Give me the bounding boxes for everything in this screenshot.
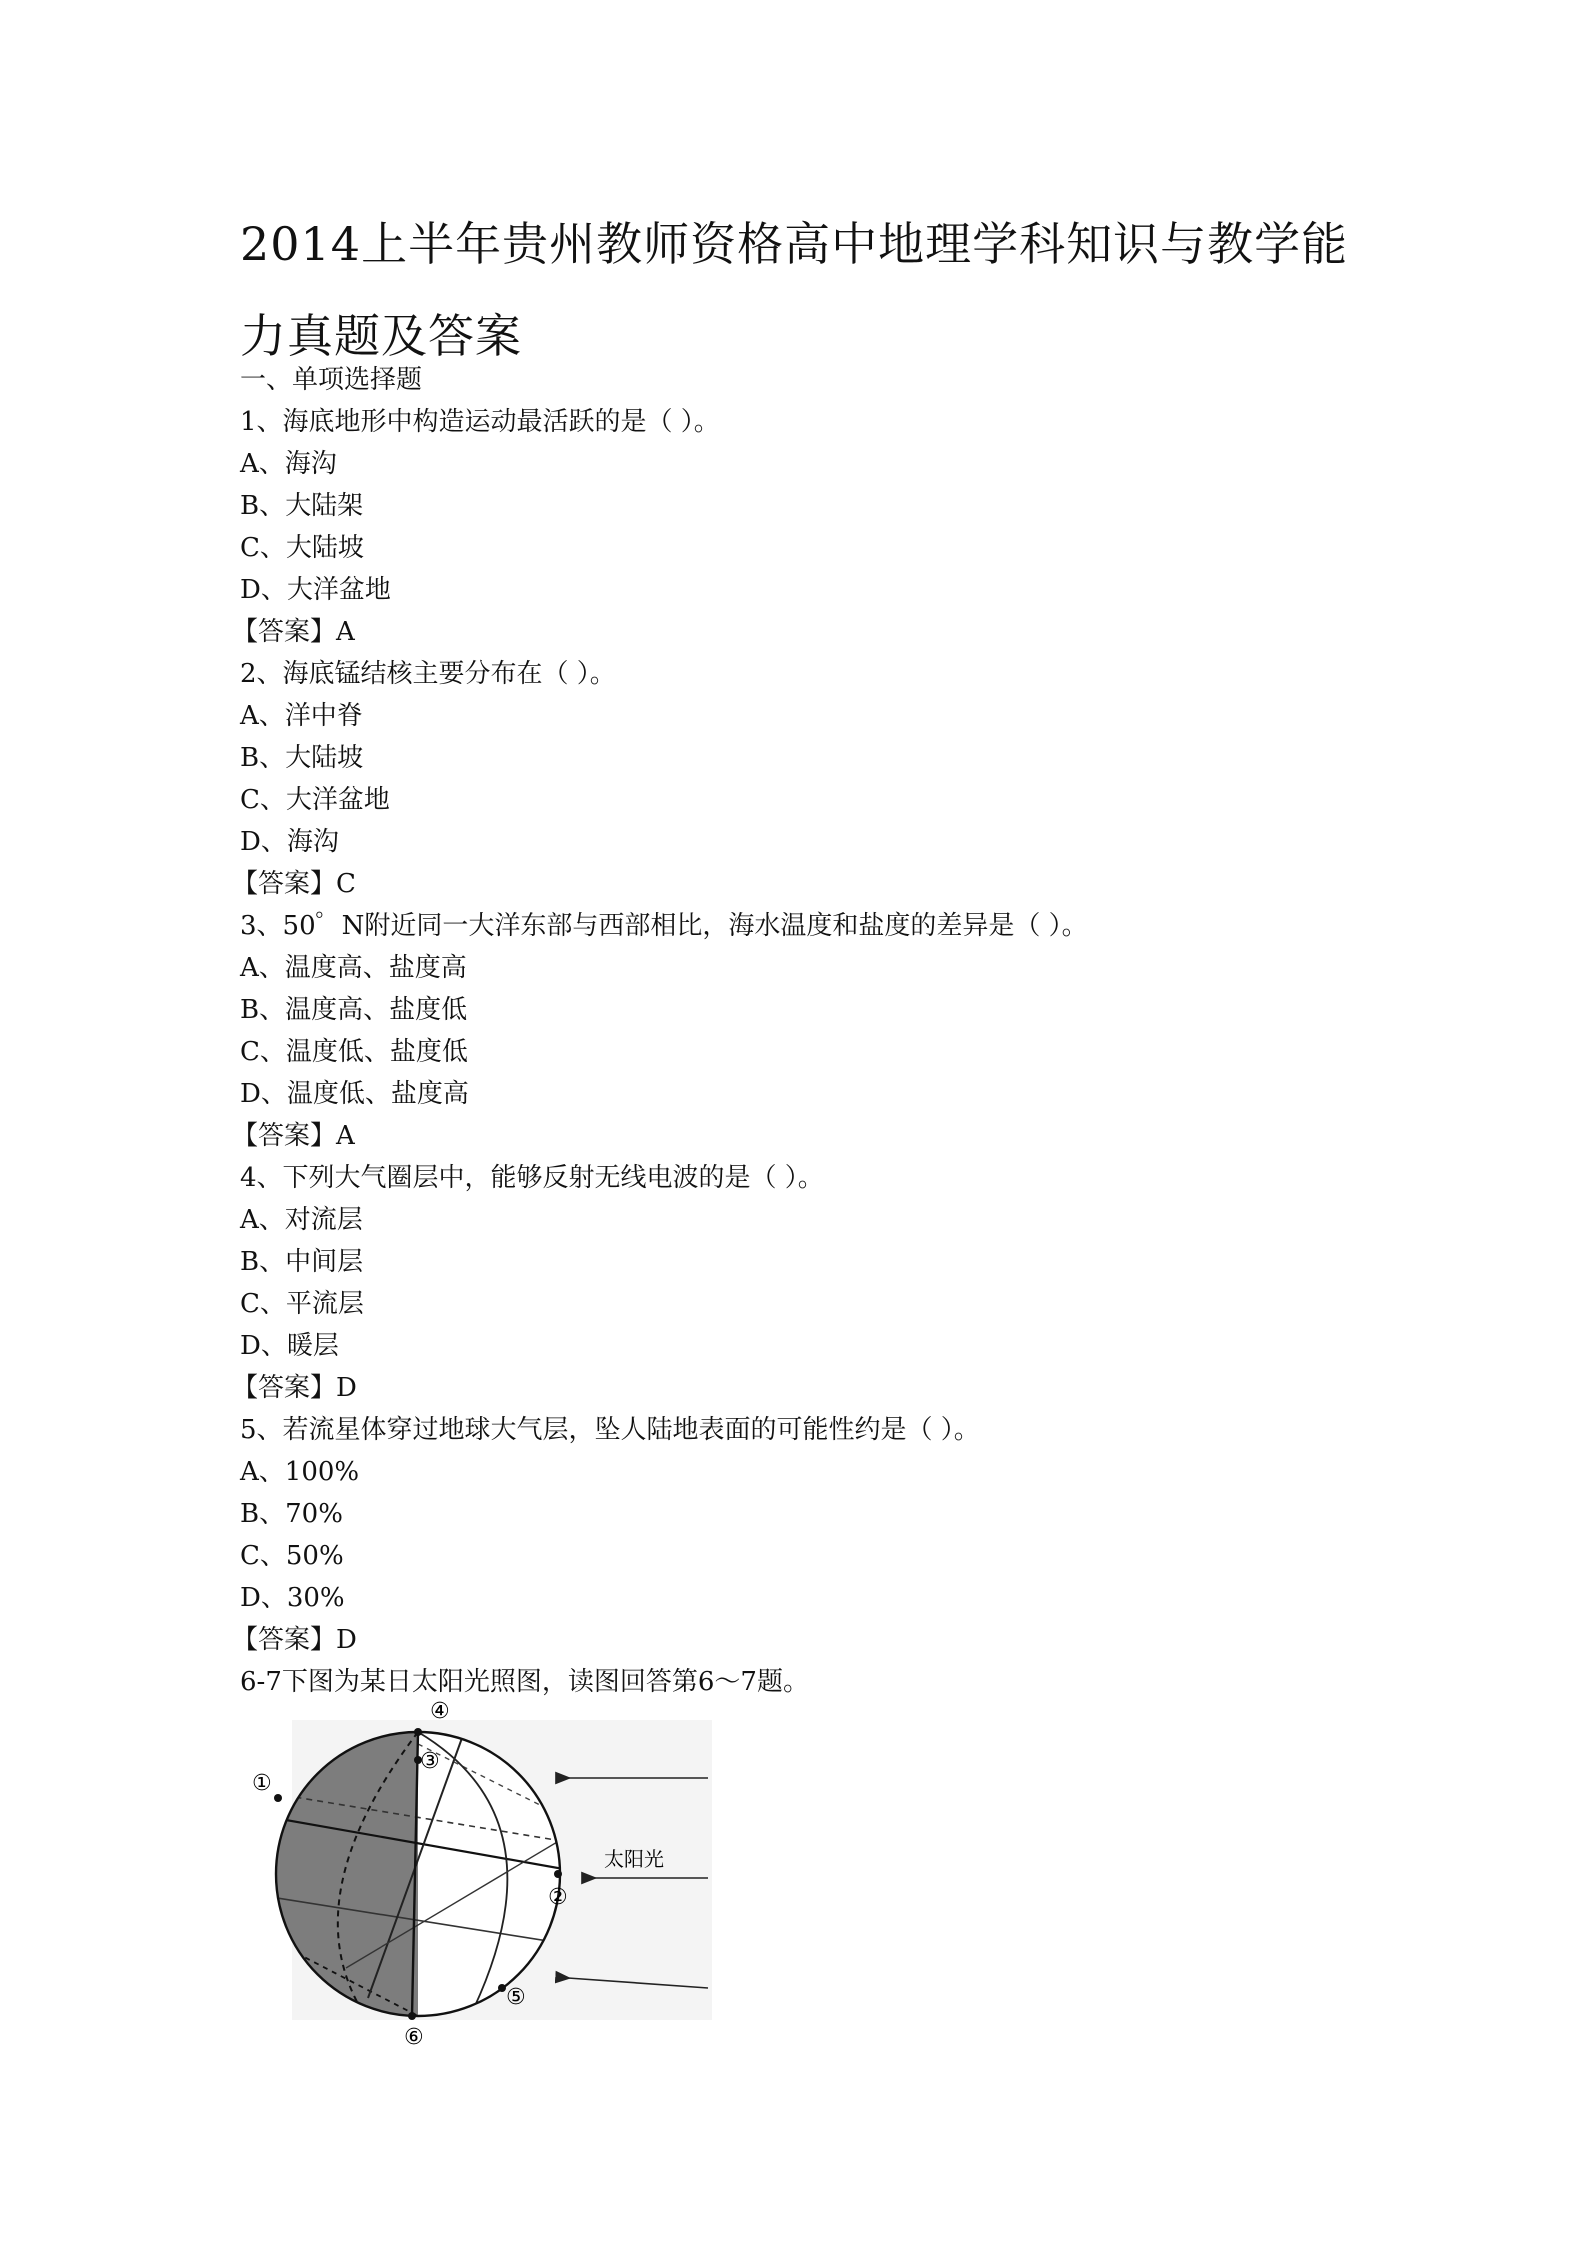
- marker-dot: [408, 2012, 416, 2020]
- question-option: C、大洋盆地: [240, 785, 390, 815]
- question-option: D、大洋盆地: [240, 575, 391, 605]
- question-option: D、海沟: [240, 827, 339, 857]
- question-option: A、100%: [240, 1457, 360, 1487]
- question-stem: 1、海底地形中构造运动最活跃的是（ ）。: [240, 407, 720, 437]
- question-option: B、中间层: [240, 1247, 364, 1277]
- marker-1-label: ①: [252, 1771, 272, 1796]
- question-option: D、温度低、盐度高: [240, 1079, 469, 1109]
- sunlight-label: 太阳光: [604, 1847, 664, 1871]
- question-answer: 【答案】C: [232, 869, 356, 899]
- question-option: B、70%: [240, 1499, 343, 1529]
- document-body: [232, 359, 1340, 1703]
- question-option: A、温度高、盐度高: [240, 953, 467, 983]
- marker-dot: [414, 1728, 422, 1736]
- question-option: A、对流层: [240, 1205, 363, 1235]
- marker-dot: [554, 1870, 562, 1878]
- marker-dot: [498, 1984, 506, 1992]
- question-option: B、大陆架: [240, 491, 364, 521]
- question-option: A、海沟: [240, 449, 337, 479]
- marker-5-label: ⑤: [506, 1985, 526, 2010]
- question-option: B、大陆坡: [240, 743, 364, 773]
- question-stem: 2、海底锰结核主要分布在（ ）。: [240, 659, 616, 689]
- marker-2-label: ②: [548, 1885, 568, 1910]
- question-option: B、温度高、盐度低: [240, 995, 468, 1025]
- question-option: D、30%: [240, 1583, 345, 1613]
- question-stem: 5、若流星体穿过地球大气层，坠人陆地表面的可能性约是（ ）。: [240, 1415, 980, 1445]
- question-option: D、暖层: [240, 1331, 339, 1361]
- marker-4-label: ④: [430, 1699, 450, 1724]
- question-option: C、50%: [240, 1541, 344, 1571]
- question-option: A、洋中脊: [240, 701, 363, 731]
- figure-intro: 6-7下图为某日太阳光照图，读图回答第6～7题。: [240, 1667, 809, 1697]
- question-option: C、大陆坡: [240, 533, 364, 563]
- question-answer: 【答案】D: [232, 1373, 357, 1403]
- section-heading: 一、单项选择题: [240, 365, 423, 395]
- marker-dot: [274, 1794, 282, 1802]
- question-answer: 【答案】A: [232, 1121, 355, 1151]
- question-stem: 4、下列大气圈层中，能够反射无线电波的是（ ）。: [240, 1163, 824, 1193]
- document-title: 2014上半年贵州教师资格高中地理学科知识与教学能力真题及答案: [240, 217, 1349, 363]
- question-option: C、温度低、盐度低: [240, 1037, 468, 1067]
- question-stem: 3、50゜N附近同一大洋东部与西部相比，海水温度和盐度的差异是（ ）。: [240, 911, 1088, 941]
- marker-3-label: ③: [420, 1749, 440, 1774]
- marker-6-label: ⑥: [404, 2025, 424, 2050]
- sunlight-illumination-diagram: [252, 1698, 712, 2050]
- question-answer: 【答案】D: [232, 1625, 357, 1655]
- question-option: C、平流层: [240, 1289, 364, 1319]
- question-answer: 【答案】A: [232, 617, 355, 647]
